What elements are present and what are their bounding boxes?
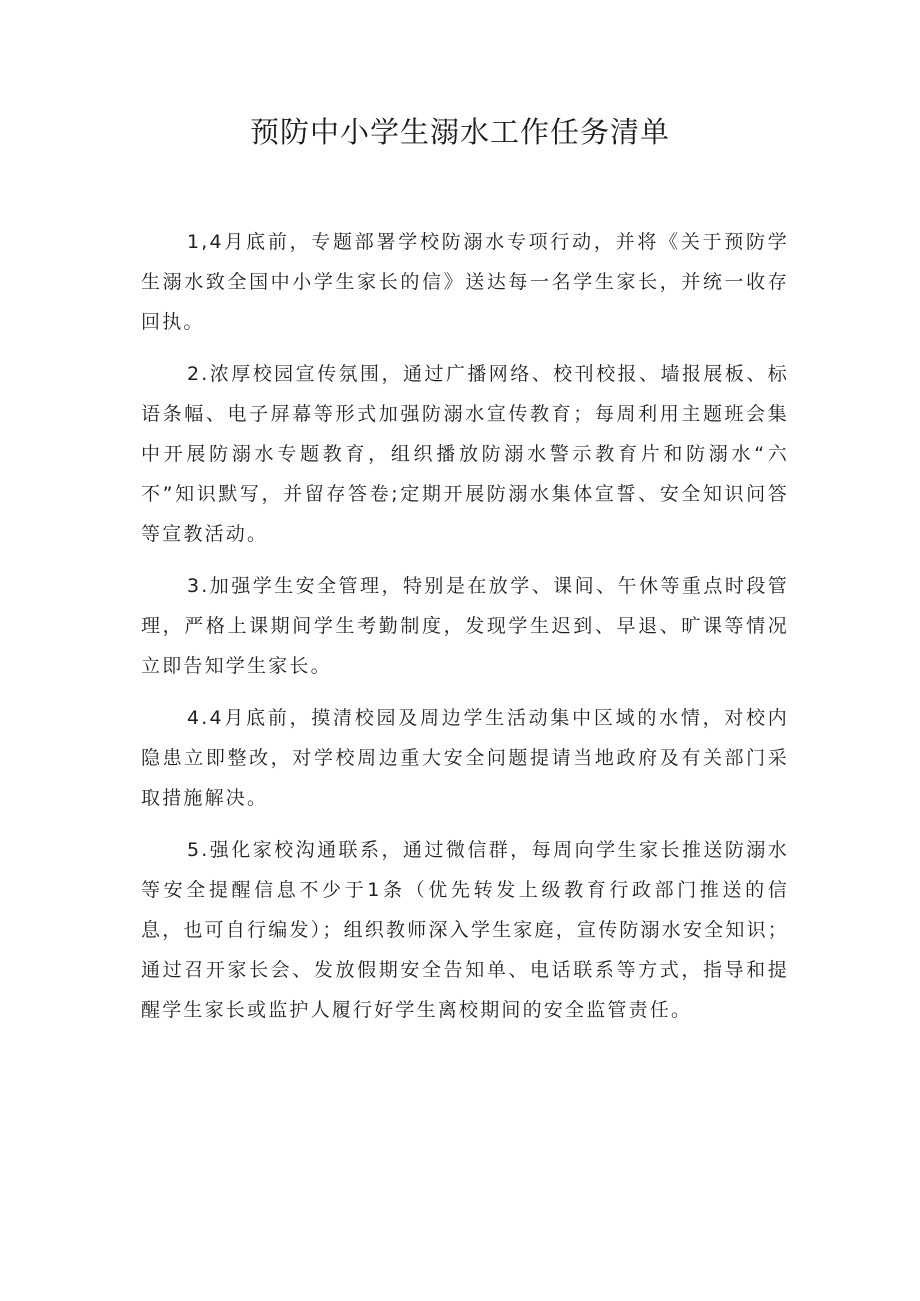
document-body <box>141 222 789 1042</box>
task-item-2: 2.浓厚校园宣传氛围，通过广播网络、校刊校报、墙报展板、标语条幅、电子屏幕等形式加强防溺水宣传教育；每周利用主题班会集中开展防溺水专题教育，组织播放防溺水警示教育片和防溺水“六不”知识默写，并留存答卷;定期开展防溺水集体宣誓、安全知识问答等宣教活动。 <box>141 363 789 545</box>
task-item-5: 5.强化家校沟通联系，通过微信群，每周向学生家长推送防溺水等安全提醒信息不少于1条（优先转发上级教育行政部门推送的信息，也可自行编发）；组织教师深入学生家庭，宣传防溺水安全知识；通过召开家长会、发放假期安全告知单、电话联系等方式，指导和提醒学生家长或监护人履行好学生离校期间的安全监管责任。 <box>141 839 789 1021</box>
task-item-1: 1,4月底前，专题部署学校防溺水专项行动，并将《关于预防学生溺水致全国中小学生家长的信》送达每一名学生家长，并统一收存回执。 <box>141 231 789 333</box>
document-title: 预防中小学生溺水工作任务清单 <box>249 115 670 149</box>
task-item-3: 3.加强学生安全管理，特别是在放学、课间、午休等重点时段管理，严格上课期间学生考勤制度，发现学生迟到、早退、旷课等情况立即告知学生家长。 <box>141 575 789 677</box>
task-item-4: 4.4月底前，摸清校园及周边学生活动集中区域的水情，对校内隐患立即整改，对学校周边重大安全问题提请当地政府及有关部门采取措施解决。 <box>141 707 789 809</box>
